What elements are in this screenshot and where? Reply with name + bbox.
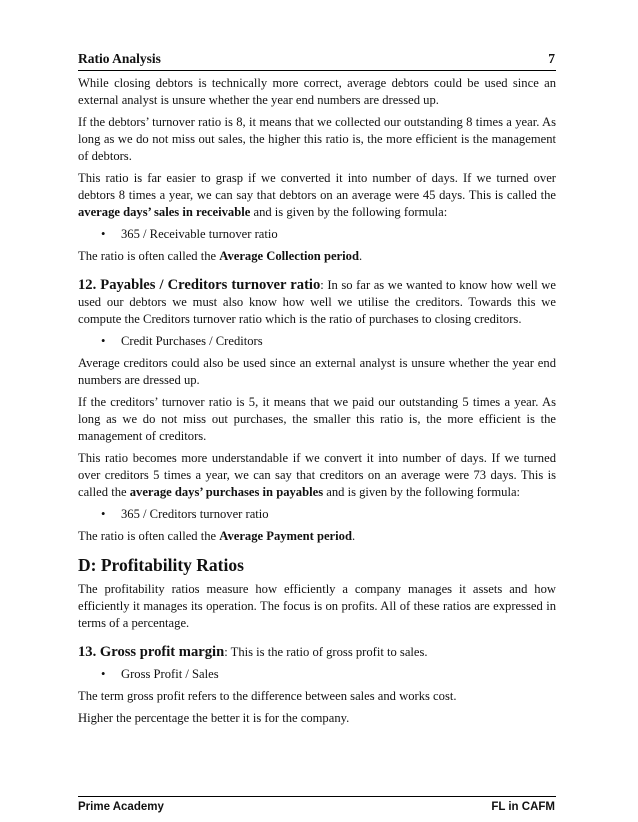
paragraph-creditors-turnover: If the creditors’ turnover ratio is 5, it means that we paid our outstanding 5 times a year. As long as we do not miss out purchases, the smaller this ratio is, the more efficient is the management of creditors. xyxy=(78,395,556,443)
paragraph-days-receivable: This ratio is far easier to grasp if we converted it into number of days. If we turned over debtors 8 times a year, we can say that debtors on an average were 45 days. This is called the average days’ sales in receivable and is given by the following formula: xyxy=(78,171,556,219)
header-title: Ratio Analysis xyxy=(78,51,161,66)
bullet-icon: • xyxy=(101,507,106,521)
term-average-payment-period: Average Payment period xyxy=(219,529,352,543)
bullet-icon: • xyxy=(101,334,106,348)
paragraph-collection-period: The ratio is often called the Average Collection period. xyxy=(78,249,363,263)
section-d-heading: D: Profitability Ratios xyxy=(78,555,244,575)
page-body xyxy=(78,75,556,732)
paragraph-average-debtors: While closing debtors is technically more correct, average debtors could be used since an external analyst is unsure whether the year end numbers are dressed up. xyxy=(78,76,556,107)
paragraph-debtors-turnover: If the debtors’ turnover ratio is 8, it means that we collected our outstanding 8 times a year. As long as we do not miss out sales, the higher this ratio is, the more efficient is the management of debtors. xyxy=(78,115,556,163)
section-12-heading: 12. Payables / Creditors turnover ratio xyxy=(78,277,321,293)
bullet-icon: • xyxy=(101,667,106,681)
section-13-heading: 13. Gross profit margin xyxy=(78,644,225,660)
section-13: 13. Gross profit margin: This is the ratio of gross profit to sales. xyxy=(78,644,428,660)
footer-right: FL in CAFM xyxy=(491,801,555,813)
page-header xyxy=(78,50,556,71)
paragraph-days-payables: This ratio becomes more understandable if we convert it into number of days. If we turned over creditors 5 times a year, we can say that creditors on an average were 73 days. This is called the average days’ purchases in payables and is given by the following formula: xyxy=(78,451,556,499)
term-average-collection-period: Average Collection period xyxy=(219,249,359,263)
section-12: 12. Payables / Creditors turnover ratio: In so far as we wanted to know how well we used our debtors we must also know how well we utilise the creditors. Towards this we compute the Creditors turnover ratio which is the ratio of purchases to closing creditors. xyxy=(78,277,556,326)
formula-bullet: • 365 / Creditors turnover ratio xyxy=(101,507,269,521)
formula-bullet: • 365 / Receivable turnover ratio xyxy=(101,227,278,241)
term-average-days-sales: average days’ sales in receivable xyxy=(78,205,251,219)
paragraph-profitability: The profitability ratios measure how efficiently a company manages it assets and how efficiently it manages its operation. The focus is on profits. All of these ratios are expressed in terms of a percentage. xyxy=(78,582,556,630)
page-number: 7 xyxy=(548,51,555,66)
formula-bullet: • Credit Purchases / Creditors xyxy=(101,334,263,348)
term-average-days-purchases: average days’ purchases in payables xyxy=(129,485,324,499)
paragraph-average-creditors: Average creditors could also be used since an external analyst is unsure whether the year end numbers are dressed up. xyxy=(78,356,556,387)
paragraph-higher-percentage: Higher the percentage the better it is for the company. xyxy=(78,711,350,725)
paragraph-gross-profit-definition: The term gross profit refers to the difference between sales and works cost. xyxy=(78,689,457,703)
footer-left: Prime Academy xyxy=(78,801,164,813)
formula-bullet: • Gross Profit / Sales xyxy=(101,667,219,681)
page-footer xyxy=(78,796,556,813)
paragraph-payment-period: The ratio is often called the Average Payment period. xyxy=(78,529,356,543)
bullet-icon: • xyxy=(101,227,106,241)
